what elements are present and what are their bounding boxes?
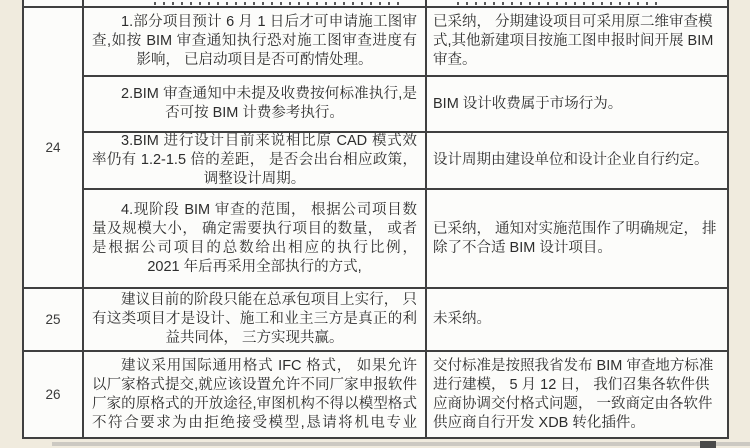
- question-cell: 3.BIM 进行设计目前来说相比原 CAD 模式效率仍有 1.2-1.5 倍的差距， 是否会出台相应政策， 调整设计周期。: [92, 133, 417, 187]
- question-cell: 1.部分项目预计 6 月 1 日后才可申请施工图审查,如按 BIM 审查通知执行恐对施工图审查进度有影响， 已启动项目是否可酌情处理。: [92, 14, 417, 68]
- clipped-next-element: [700, 441, 716, 448]
- clipped-answer-cell: [427, 0, 727, 6]
- table-row-group-24: [24, 8, 727, 289]
- table-row-group-25: [24, 289, 727, 352]
- table-row-group-26: [24, 352, 727, 439]
- page-edge-shadow: [52, 442, 750, 446]
- row-number: 26: [24, 352, 84, 437]
- answer-cell: 设计周期由建设单位和设计企业自行约定。: [433, 152, 709, 168]
- table-row: [84, 8, 727, 77]
- clipped-question-cell: [84, 0, 427, 6]
- question-cell: 2.BIM 审查通知中未提及收费按何标准执行,是否可按 BIM 计费参考执行。: [121, 86, 417, 121]
- row-number: 25: [24, 289, 84, 350]
- table-row: [84, 289, 727, 350]
- clipped-previous-row: [24, 0, 727, 8]
- answer-cell: 交付标准是按照我省发布 BIM 审查地方标准进行建模， 5 月 12 日， 我们召集各软件供应商协调交付格式问题， 一致商定由各软件供应商自行开发 XDB 转化插件。: [433, 357, 714, 431]
- table-row: [84, 190, 727, 287]
- answer-cell: 已采纳， 分期建设项目可采用原二维审查模式,其他新建项目按施工图申报时间开展 BIM 审查。: [433, 14, 714, 68]
- question-cell: 4.现阶段 BIM 审查的范围， 根据公司项目数量及规模大小， 确定需要执行项目的数量， 或者是根据公司项目的总数给出相应的执行比例， 2021 年后再采用全部执行的方式,: [92, 201, 417, 275]
- table-row: [84, 77, 727, 133]
- clipped-number-cell: [24, 0, 84, 6]
- answer-cell: 未采纳。: [433, 311, 491, 327]
- feedback-table: [22, 0, 729, 439]
- table-row: [84, 352, 727, 437]
- question-cell: 建议采用国际通用格式 IFC 格式， 如果允许以厂家格式提交,就应该设置允许不同厂家申报软件厂家的原格式的开放途径,审图机构不得以模型格式不符合要求为由拒绝接受模型,恳请将机电专业: [92, 357, 417, 431]
- answer-cell: BIM 设计收费属于市场行为。: [433, 95, 623, 112]
- row-number: 24: [24, 8, 84, 287]
- clipped-text-fragment: [457, 2, 657, 5]
- clipped-text-fragment: [154, 2, 404, 5]
- question-cell: 建议目前的阶段只能在总承包项目上实行， 只有这类项目才是设计、施工和业主三方是真正的利益共同体， 三方实现共赢。: [92, 292, 417, 346]
- table-row: [84, 133, 727, 190]
- answer-cell: 已采纳， 通知对实施范围作了明确规定， 排除了不合适 BIM 设计项目。: [433, 220, 717, 256]
